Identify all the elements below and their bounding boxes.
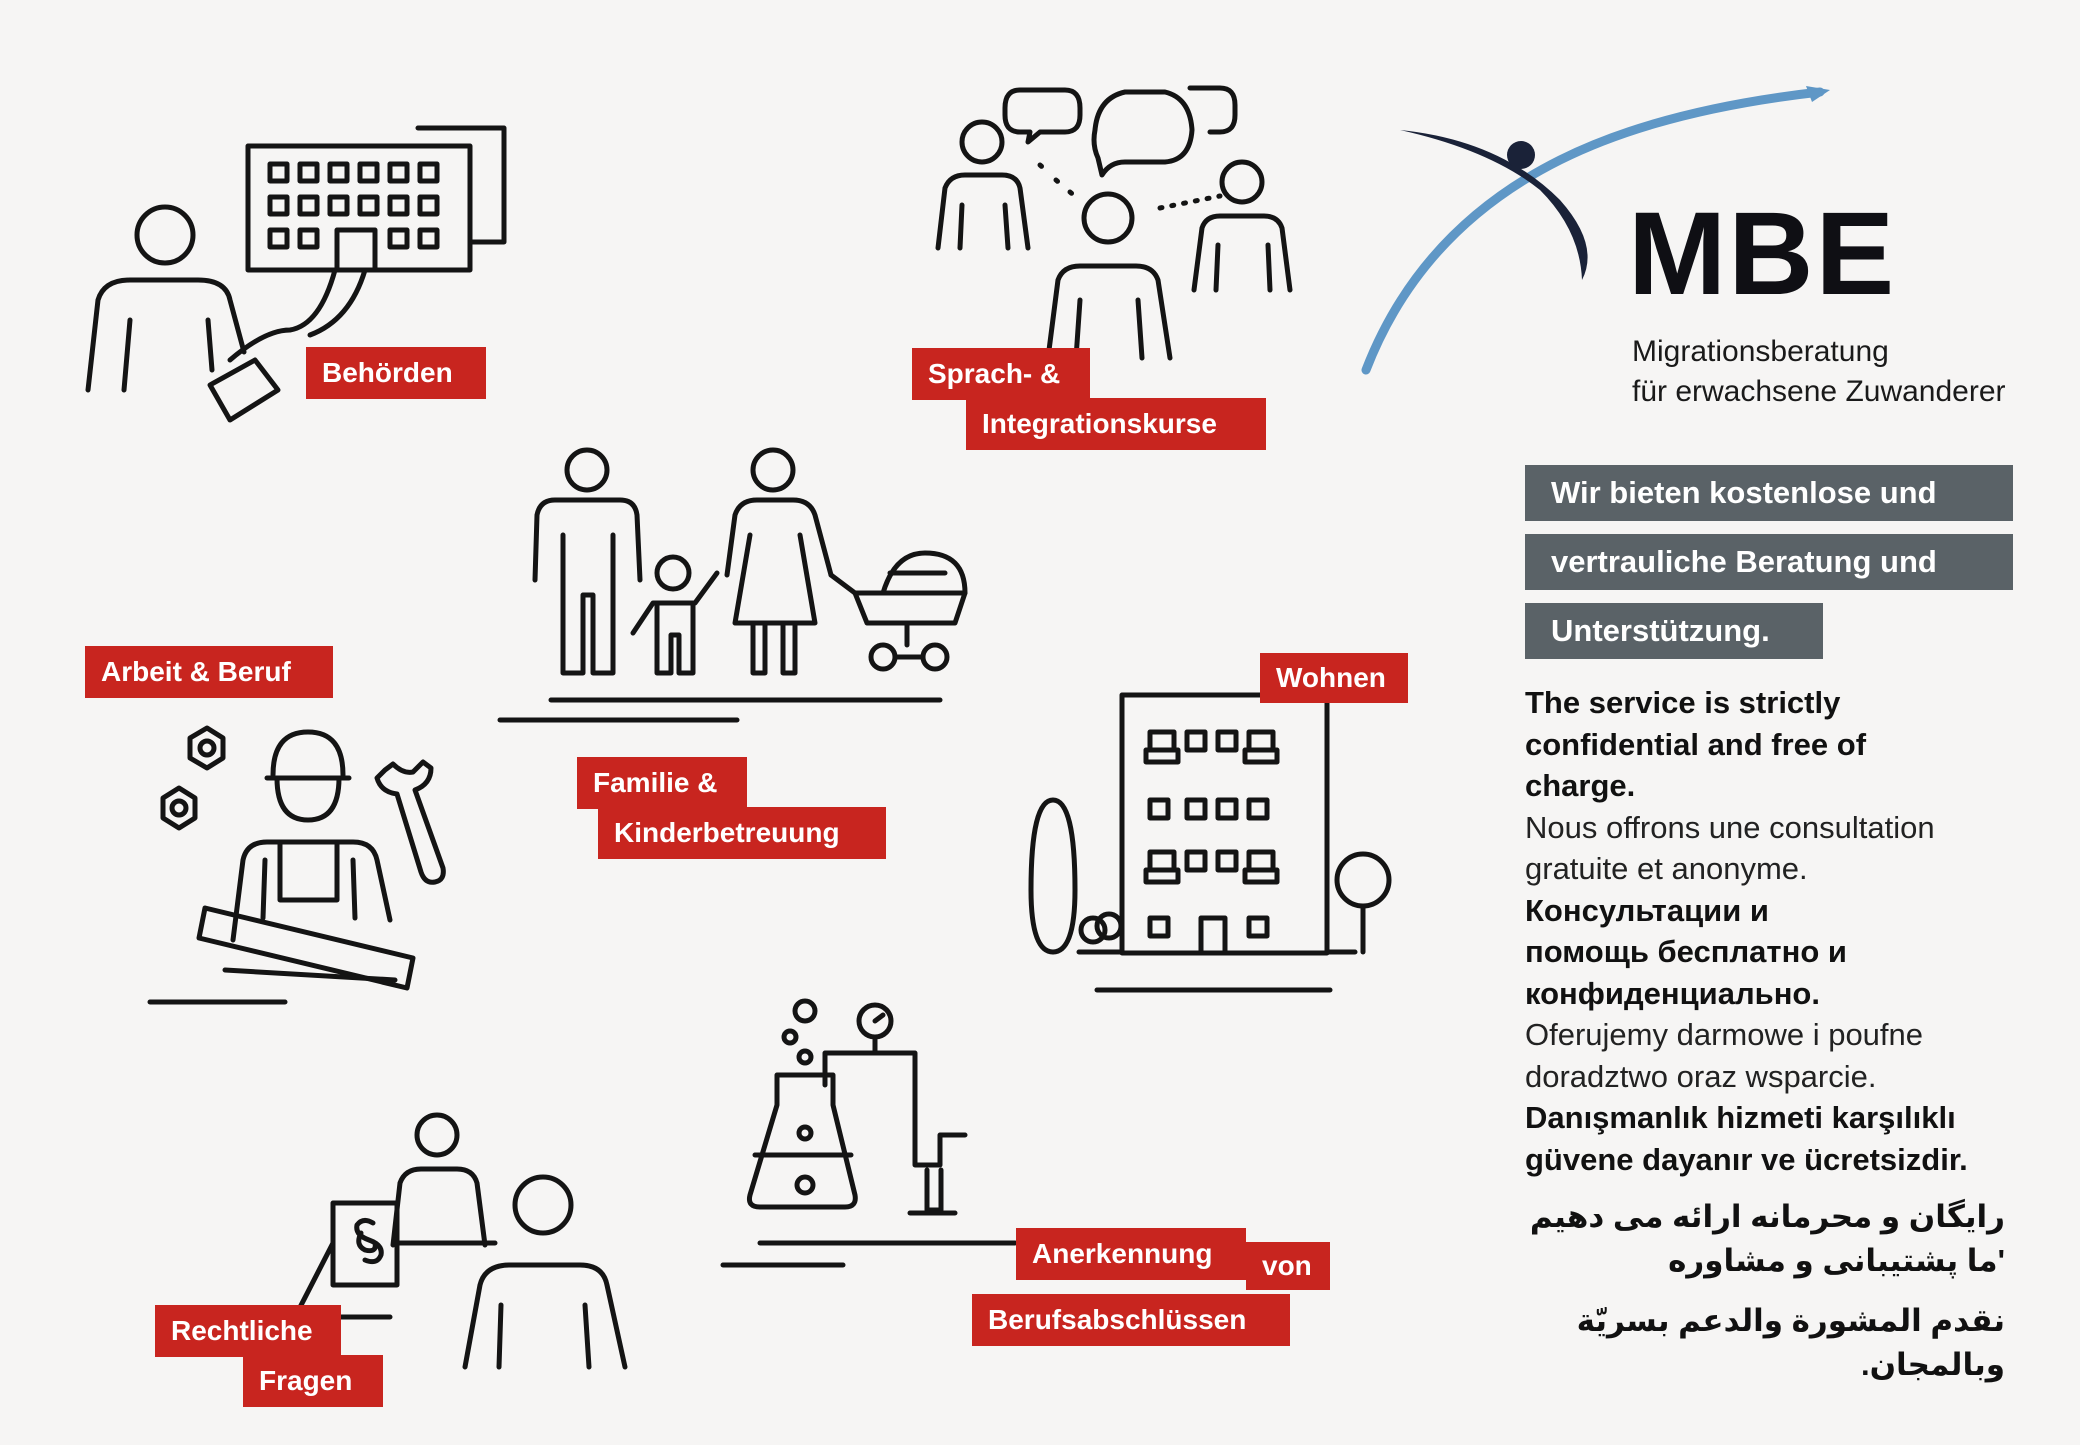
- tag-familie-line1: Familie &: [577, 757, 747, 809]
- ar-line-1: نقدم المشورة والدعم بسريّة: [1576, 1303, 2005, 1338]
- translations-block: [1525, 682, 2045, 1180]
- tr-line-1: Danışmanlık hizmeti karşılıklı: [1525, 1100, 1956, 1135]
- tag-anerkennung-von: von: [1246, 1242, 1330, 1290]
- lab-flask-icon: [715, 995, 1045, 1275]
- tr-line-2: güvene dayanır ve ücretsizdir.: [1525, 1141, 1968, 1177]
- tag-rechtliche-line2: Fragen: [243, 1355, 383, 1407]
- tag-anerkennung-line2: Berufsabschlüssen: [972, 1294, 1290, 1346]
- ru-line-1: Консультации и: [1525, 892, 1769, 928]
- tag-rechtliche-line1: Rechtliche: [155, 1305, 341, 1357]
- offer-line-1: Wir bieten kostenlose und: [1525, 465, 2013, 521]
- tag-wohnen: Wohnen: [1260, 653, 1408, 703]
- fr-line-1: Nous offrons une consultation: [1525, 809, 1935, 845]
- pl-line-2: doradztwo oraz wsparcie.: [1525, 1058, 1877, 1094]
- pl-line-1: Oferujemy darmowe i poufne: [1525, 1017, 1924, 1052]
- ar-line-2: وبالمجان.: [1860, 1347, 2005, 1382]
- ru-line-3: конфиденциально.: [1525, 975, 1820, 1011]
- tag-arbeit: Arbeit & Beruf: [85, 646, 333, 698]
- en-line-3: charge.: [1525, 768, 1636, 803]
- tag-familie-line2: Kinderbetreuung: [598, 807, 886, 859]
- offer-line-2: vertrauliche Beratung und: [1525, 534, 2013, 590]
- ru-line-2: помощь бесплатно и: [1525, 934, 1847, 969]
- en-line-2: confidential and free of: [1525, 726, 1867, 762]
- tag-behoerden: Behörden: [306, 347, 486, 399]
- logo-subtitle-line2: für erwachsene Zuwanderer: [1632, 375, 2006, 408]
- speech-conversation-icon: [920, 80, 1310, 380]
- arabic-persian-block: [1445, 1195, 2005, 1387]
- apartment-building-icon: [1025, 690, 1405, 1000]
- logo-subtitle-line1: Migrationsberatung: [1632, 335, 1889, 368]
- fa-line-2: 'ما پشتیبانی و مشاوره: [1668, 1243, 2005, 1278]
- logo-wordmark: MBE: [1628, 188, 1897, 320]
- tag-sprach-line2: Integrationskurse: [966, 398, 1266, 450]
- family-icon: [495, 445, 975, 725]
- tag-sprach-line1: Sprach- &: [912, 348, 1090, 400]
- offer-line-3: Unterstützung.: [1525, 603, 1823, 659]
- tag-anerkennung-line1: Anerkennung: [1016, 1228, 1246, 1280]
- worker-icon: [145, 720, 465, 1020]
- fa-line-1: رایگان و محرمانه ارائه می دهیم: [1529, 1199, 2005, 1234]
- fr-line-2: gratuite et anonyme.: [1525, 851, 1808, 886]
- en-line-1: The service is strictly: [1525, 685, 1841, 720]
